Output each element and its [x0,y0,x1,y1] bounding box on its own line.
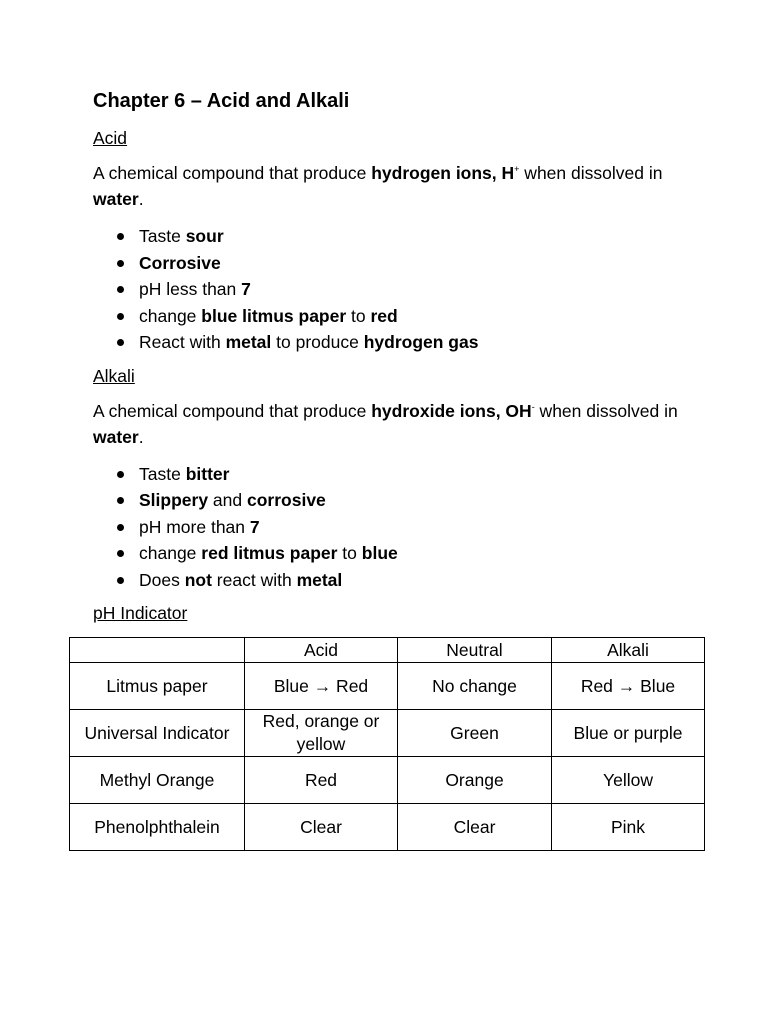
table-row [70,804,705,851]
table-cell: Clear [398,804,552,851]
table-cell: Blue or purple [552,710,705,757]
row-header-cell: Universal Indicator [70,710,245,757]
list-item: change red litmus paper to blue [139,540,713,567]
alkali-heading: Alkali [93,365,135,386]
table-cell: Red → Blue [552,663,705,710]
column-header: Acid [245,638,398,663]
page-title: Chapter 6 – Acid and Alkali [93,90,350,112]
list-item: Taste bitter [139,461,713,488]
table-cell: Clear [245,804,398,851]
table-cell: Orange [398,757,552,804]
row-header-cell: Litmus paper [70,663,245,710]
table-header-row [70,638,705,663]
table-row [70,710,705,757]
table-cell: Yellow [552,757,705,804]
table-row [70,663,705,710]
alkali-definition: A chemical compound that produce hydroxide ions, OH- when dissolved in water. [93,400,678,447]
table-cell: No change [398,663,552,710]
ph-indicator-table [69,637,705,851]
column-header: Neutral [398,638,552,663]
list-item: Slippery and corrosive [139,487,713,514]
acid-heading: Acid [93,128,128,148]
ph-indicator-heading: pH Indicator [93,603,188,623]
table-cell: Pink [552,804,705,851]
list-item: React with metal to produce hydrogen gas [139,329,713,356]
list-item: Does not react with metal [139,567,713,594]
table-cell: Green [398,710,552,757]
table-cell: Blue → Red [245,663,398,710]
acid-properties-list [93,223,713,356]
list-item: pH less than 7 [139,276,713,303]
row-header-cell: Methyl Orange [70,757,245,804]
alkali-properties-list [93,461,713,594]
list-item: Corrosive [139,250,713,277]
document-page [93,88,713,635]
acid-definition: A chemical compound that produce hydrogen ions, H+ when dissolved in water. [93,163,663,209]
table-row [70,757,705,804]
column-header [70,638,245,663]
list-item: pH more than 7 [139,514,713,541]
list-item: change blue litmus paper to red [139,303,713,330]
table-cell: Red [245,757,398,804]
row-header-cell: Phenolphthalein [70,804,245,851]
table-cell: Red, orange or yellow [245,710,398,757]
list-item: Taste sour [139,223,713,250]
column-header: Alkali [552,638,705,663]
